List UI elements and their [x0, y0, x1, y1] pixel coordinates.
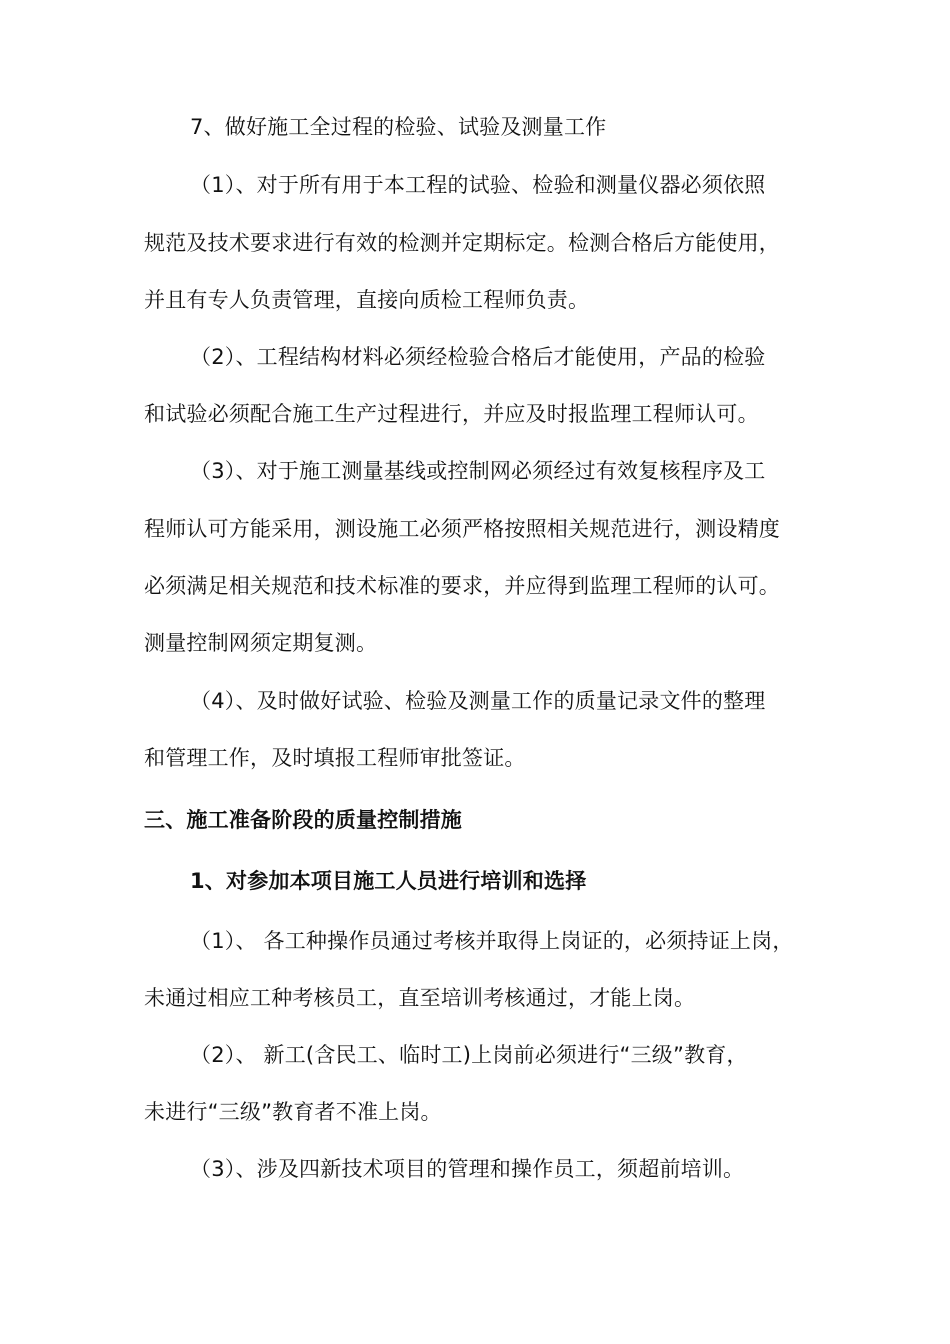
paragraph-line: 和管理工作，及时填报工程师审批签证。 [144, 746, 526, 770]
paragraph-line: 未进行“三级”教育者不准上岗。 [144, 1100, 442, 1124]
paragraph-line: （1）、 各工种操作员通过考核并取得上岗证的，必须持证上岗， [190, 929, 794, 953]
paragraph-heading-7: 7、做好施工全过程的检验、试验及测量工作 [190, 115, 607, 139]
paragraph-line: 必须满足相关规范和技术标准的要求，并应得到监理工程师的认可。 [144, 574, 780, 598]
paragraph-line: 测量控制网须定期复测。 [144, 631, 378, 655]
paragraph-line: （1）、对于所有用于本工程的试验、检验和测量仪器必须依照 [190, 173, 766, 197]
paragraph-line: 程师认可方能采用，测设施工必须严格按照相关规范进行，测设精度 [144, 517, 780, 541]
paragraph-line: 和试验必须配合施工生产过程进行，并应及时报监理工程师认可。 [144, 402, 759, 426]
paragraph-line: （3）、对于施工测量基线或控制网必须经过有效复核程序及工 [190, 459, 766, 483]
paragraph-line: 规范及技术要求进行有效的检测并定期标定。检测合格后方能使用， [144, 231, 780, 255]
paragraph-line: （4）、及时做好试验、检验及测量工作的质量记录文件的整理 [190, 689, 766, 713]
paragraph-line: 未通过相应工种考核员工，直至培训考核通过，才能上岗。 [144, 986, 696, 1010]
paragraph-line: （2）、 新工(含民工、临时工)上岗前必须进行“三级”教育， [190, 1043, 748, 1067]
paragraph-line: 并且有专人负责管理，直接向质检工程师负责。 [144, 288, 590, 312]
subsection-heading: 1、对参加本项目施工人员进行培训和选择 [190, 869, 587, 893]
paragraph-line: （2）、工程结构材料必须经检验合格后才能使用，产品的检验 [190, 345, 766, 369]
paragraph-line: （3）、涉及四新技术项目的管理和操作员工，须超前培训。 [190, 1157, 745, 1181]
section-heading: 三、施工准备阶段的质量控制措施 [144, 808, 462, 832]
